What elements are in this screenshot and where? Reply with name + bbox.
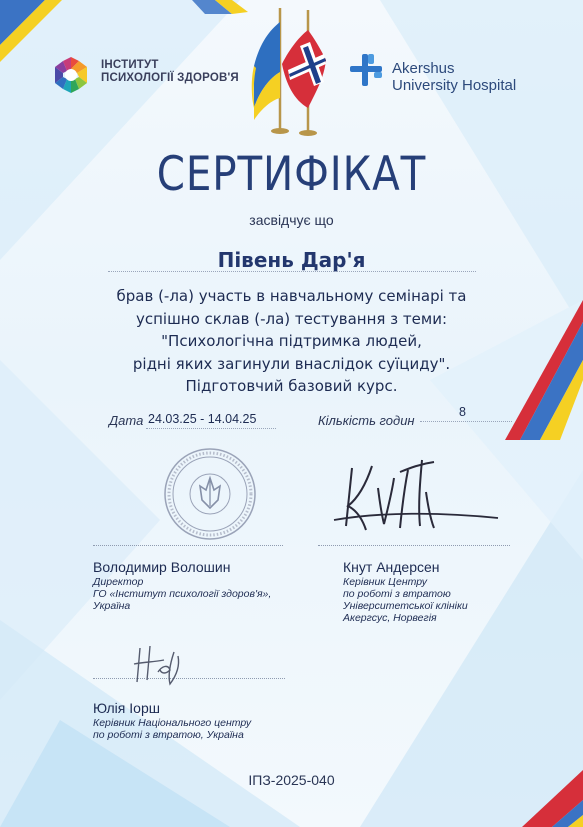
signature-line-2 bbox=[318, 545, 510, 546]
signature-iorsh-icon bbox=[130, 642, 190, 686]
role-line: Керівник Центру bbox=[343, 576, 428, 588]
role-line: Директор bbox=[93, 576, 144, 588]
role-line: Акергсус, Норвегія bbox=[343, 612, 437, 624]
recipient-name: Півень Дар'я bbox=[217, 248, 366, 272]
hospital-logo-line1: Akershus bbox=[392, 60, 455, 77]
hours-value: 8 bbox=[459, 405, 466, 419]
date-label: Дата bbox=[109, 413, 144, 428]
institute-logo-line1: ІНСТИТУТ bbox=[101, 59, 159, 71]
body-line: рідні яких загинули внаслідок суїциду". bbox=[132, 354, 451, 373]
certificate-number: ІПЗ-2025-040 bbox=[248, 772, 335, 788]
signature-andersen-icon bbox=[330, 448, 500, 538]
date-value: 24.03.25 - 14.04.25 bbox=[148, 412, 257, 426]
ukraine-flag-icon bbox=[252, 8, 280, 130]
signature-line-1 bbox=[93, 545, 283, 546]
hours-line bbox=[420, 421, 512, 422]
hexagon-flower-logo-icon bbox=[52, 56, 90, 94]
body-line: успішно склав (-ла) тестування з теми: bbox=[135, 309, 448, 328]
role-line: по роботі з втратою, Україна bbox=[93, 729, 244, 741]
official-stamp-icon bbox=[162, 446, 258, 542]
role-line: Україна bbox=[93, 600, 131, 612]
signatory-3-role bbox=[93, 717, 251, 741]
signatory-1-name: Володимир Волошин bbox=[93, 559, 231, 575]
certificate-body bbox=[0, 285, 583, 398]
signature-line-3 bbox=[93, 678, 285, 679]
role-line: ГО «Інститут психології здоров'я», bbox=[93, 588, 272, 600]
signatory-1-role bbox=[93, 576, 271, 612]
role-line: Університетської клініки bbox=[343, 600, 468, 612]
institute-logo-line2: ПСИХОЛОГІЇ ЗДОРОВ'Я bbox=[101, 72, 239, 84]
hospital-logo-line2: University Hospital bbox=[392, 77, 517, 94]
signatory-3-name: Юлія Іорш bbox=[93, 700, 160, 716]
role-line: Керівник Національного центру bbox=[93, 717, 252, 729]
akershus-cross-logo-icon bbox=[348, 52, 384, 88]
signatory-2-name: Кнут Андерсен bbox=[343, 559, 440, 575]
confirms-text: засвідчує що bbox=[249, 212, 334, 228]
certificate-title: СЕРТИФІКАТ bbox=[156, 147, 427, 202]
hours-label: Кількість годин bbox=[318, 413, 415, 428]
hospital-logo-text bbox=[392, 60, 516, 94]
body-line: брав (-ла) участь в навчальному семінарі та bbox=[116, 287, 467, 305]
institute-logo-text bbox=[101, 59, 239, 85]
recipient-underline bbox=[108, 271, 476, 272]
flags-group bbox=[250, 8, 335, 138]
body-line: "Психологічна підтримка людей, bbox=[161, 332, 422, 350]
body-line: Підготовчий базовий курс. bbox=[185, 377, 398, 395]
date-line bbox=[146, 428, 276, 429]
signatory-2-role bbox=[343, 576, 468, 624]
role-line: по роботі з втратою bbox=[343, 588, 451, 600]
